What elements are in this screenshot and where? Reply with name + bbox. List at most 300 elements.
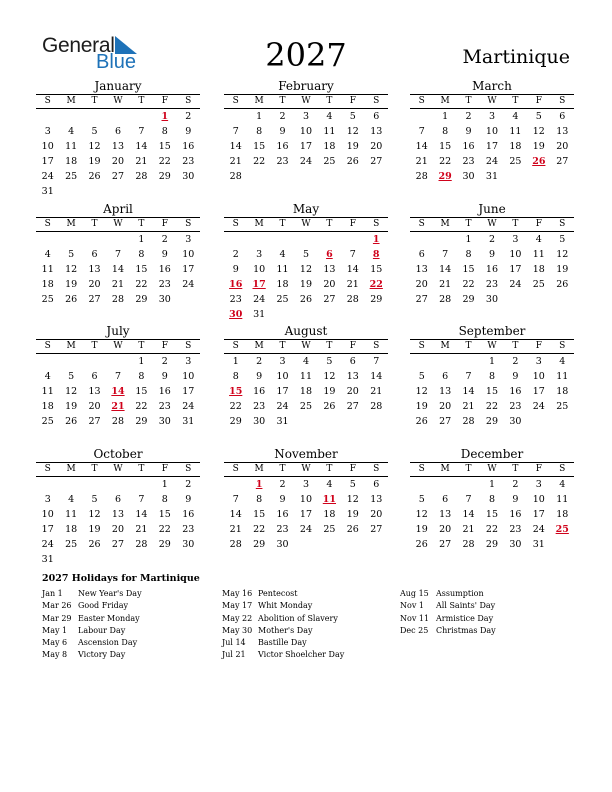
weekday-label: S — [559, 96, 566, 106]
holiday-name: Victory Day — [78, 650, 126, 660]
day-cell: 29 — [135, 294, 148, 305]
weekday-label: W — [487, 96, 497, 106]
weekday-header — [36, 94, 200, 109]
day-cell: 2 — [161, 356, 168, 367]
weekday-label: M — [66, 341, 76, 351]
day-grid — [36, 232, 200, 307]
day-cell: 22 — [158, 524, 171, 535]
day-cell: 2 — [279, 479, 286, 490]
weekday-label: S — [559, 219, 566, 229]
holiday-name: Bastille Day — [258, 638, 307, 648]
day-cell: 8 — [488, 494, 495, 505]
weekday-label: F — [349, 464, 356, 474]
weekday-label: M — [254, 341, 264, 351]
holiday-name: Armistice Day — [436, 613, 494, 623]
day-cell: 29 — [158, 171, 171, 182]
day-cell: 27 — [439, 539, 452, 550]
day-cell: 18 — [65, 156, 78, 167]
holiday-column — [400, 588, 590, 637]
weekday-header — [410, 462, 574, 477]
day-cell: 18 — [323, 141, 336, 152]
weekday-label: S — [185, 341, 192, 351]
day-empty — [433, 354, 456, 369]
holiday-item — [42, 637, 232, 649]
day-cell: 22 — [229, 401, 242, 412]
day-cell: 9 — [161, 249, 168, 260]
day-cell: 11 — [556, 371, 569, 382]
day-cell: 7 — [138, 494, 145, 505]
day-empty — [83, 109, 106, 124]
weekday-label: F — [161, 96, 168, 106]
day-cell: 23 — [182, 156, 195, 167]
day-cell: 20 — [346, 386, 359, 397]
weekday-label: T — [326, 96, 333, 106]
day-cell: 24 — [182, 401, 195, 412]
holiday-item — [42, 625, 232, 637]
day-cell: 14 — [135, 509, 148, 520]
day-cell: 2 — [161, 234, 168, 245]
month-november — [224, 447, 388, 552]
day-cell: 20 — [370, 509, 383, 520]
day-cell: 13 — [346, 371, 359, 382]
holiday-name: Assumption — [436, 589, 484, 598]
day-cell: 12 — [299, 264, 313, 275]
day-cell: 10 — [509, 249, 522, 260]
day-cell: 25 — [323, 156, 336, 167]
day-cell: 23 — [485, 279, 499, 290]
day-cell: 8 — [161, 126, 168, 137]
day-cell: 10 — [276, 371, 289, 382]
day-cell: 21 — [439, 279, 452, 290]
day-cell: 15 — [253, 509, 266, 520]
day-cell: 26 — [346, 524, 359, 535]
day-cell: 20 — [370, 141, 383, 152]
holiday-name: Mother's Day — [258, 625, 313, 635]
day-cell: 21 — [111, 279, 125, 290]
day-cell: 23 — [182, 524, 195, 535]
day-cell: 5 — [91, 126, 98, 137]
weekday-label: S — [44, 464, 51, 474]
day-cell: 15 — [485, 509, 499, 520]
day-cell: 7 — [465, 371, 472, 382]
day-cell: 13 — [415, 264, 428, 275]
weekday-label: W — [487, 219, 497, 229]
day-cell: 20 — [111, 524, 125, 535]
day-cell: 8 — [138, 371, 145, 382]
weekday-header — [224, 339, 388, 354]
logo-text-general: General — [42, 34, 115, 57]
day-cell: 27 — [88, 416, 101, 427]
day-cell: 7 — [349, 249, 356, 260]
day-cell: 13 — [370, 126, 383, 137]
holiday-date: Mar 26 — [42, 601, 72, 611]
month-name: November — [274, 447, 338, 461]
day-cell: 29 — [485, 416, 499, 427]
day-cell: 12 — [532, 126, 545, 137]
day-cell: 5 — [68, 371, 75, 382]
day-cell: 29 — [158, 539, 171, 550]
holiday-item — [42, 649, 232, 661]
day-cell: 4 — [279, 249, 286, 260]
day-cell: 1 — [488, 479, 495, 490]
holiday-item — [42, 600, 232, 612]
weekday-label: F — [161, 341, 168, 351]
day-cell: 29 — [253, 539, 266, 550]
day-cell: 6 — [373, 111, 380, 122]
day-cell: 31 — [485, 171, 499, 182]
day-cell: 17 — [182, 386, 195, 397]
holiday-name: Good Friday — [78, 601, 129, 611]
day-cell: 3 — [535, 356, 542, 367]
day-cell: 18 — [556, 386, 569, 397]
day-cell: 28 — [346, 294, 359, 305]
day-empty — [294, 232, 317, 247]
day-cell: 7 — [442, 249, 449, 260]
day-empty — [341, 232, 364, 247]
day-cell-holiday: 1 — [255, 479, 263, 490]
day-empty — [83, 354, 106, 369]
day-cell: 5 — [418, 494, 425, 505]
day-cell: 1 — [138, 356, 145, 367]
weekday-label: T — [91, 464, 98, 474]
day-cell: 6 — [559, 111, 566, 122]
day-empty — [59, 232, 82, 247]
weekday-header — [224, 94, 388, 109]
day-cell: 5 — [349, 479, 356, 490]
month-name: February — [278, 79, 334, 93]
day-cell: 27 — [556, 156, 569, 167]
holiday-name: Christmas Day — [436, 625, 496, 635]
day-cell: 2 — [512, 479, 519, 490]
day-empty — [59, 109, 82, 124]
day-cell: 17 — [485, 141, 499, 152]
day-cell: 18 — [41, 279, 54, 290]
month-name: October — [93, 447, 143, 461]
month-september — [410, 324, 574, 429]
day-cell: 9 — [161, 371, 168, 382]
weekday-label: T — [326, 341, 333, 351]
day-cell: 7 — [418, 126, 425, 137]
day-cell: 11 — [323, 126, 336, 137]
day-cell: 25 — [41, 294, 54, 305]
weekday-label: S — [185, 96, 192, 106]
day-cell: 28 — [415, 171, 428, 182]
holiday-date: May 6 — [42, 638, 68, 648]
day-cell: 16 — [509, 386, 522, 397]
day-empty — [130, 477, 153, 492]
day-cell: 12 — [323, 371, 336, 382]
weekday-label: W — [113, 96, 123, 106]
day-cell: 2 — [256, 356, 263, 367]
day-cell: 24 — [509, 279, 522, 290]
day-cell: 19 — [415, 524, 428, 535]
day-cell: 19 — [532, 141, 545, 152]
day-cell: 25 — [65, 171, 78, 182]
day-cell: 24 — [41, 539, 54, 550]
day-cell: 20 — [439, 401, 452, 412]
day-cell-holiday: 17 — [252, 279, 266, 290]
day-cell: 19 — [88, 524, 101, 535]
day-empty — [36, 477, 59, 492]
day-cell: 24 — [299, 156, 313, 167]
day-cell: 27 — [415, 294, 428, 305]
day-cell: 14 — [370, 371, 383, 382]
day-cell: 22 — [485, 401, 499, 412]
weekday-label: S — [44, 219, 51, 229]
day-cell: 7 — [114, 371, 121, 382]
day-cell: 24 — [182, 279, 195, 290]
day-cell: 4 — [535, 234, 542, 245]
day-empty — [271, 232, 294, 247]
weekday-label: T — [465, 219, 472, 229]
day-cell: 21 — [462, 524, 475, 535]
holiday-name: Victor Shoelcher Day — [258, 650, 345, 660]
weekday-label: W — [301, 341, 311, 351]
day-cell: 9 — [512, 494, 519, 505]
holiday-date: Jul 14 — [222, 638, 246, 648]
day-cell: 28 — [111, 416, 125, 427]
day-cell: 2 — [232, 249, 239, 260]
day-cell-holiday: 21 — [111, 401, 125, 412]
day-empty — [36, 354, 59, 369]
day-cell: 9 — [279, 126, 286, 137]
day-cell: 28 — [229, 171, 242, 182]
day-cell: 3 — [279, 356, 286, 367]
day-cell-holiday: 6 — [326, 249, 333, 260]
weekday-label: T — [91, 96, 98, 106]
day-empty — [410, 477, 433, 492]
day-cell: 23 — [509, 401, 522, 412]
day-cell: 9 — [232, 264, 239, 275]
day-cell: 25 — [556, 401, 569, 412]
day-cell: 12 — [88, 509, 101, 520]
weekday-label: T — [91, 219, 98, 229]
day-empty — [410, 109, 433, 124]
day-cell: 11 — [41, 264, 54, 275]
day-cell: 28 — [439, 294, 452, 305]
day-cell: 1 — [138, 234, 145, 245]
weekday-label: W — [301, 464, 311, 474]
day-cell: 12 — [346, 494, 359, 505]
day-cell: 21 — [462, 401, 475, 412]
holiday-name: Abolition of Slavery — [258, 613, 338, 623]
day-cell: 3 — [185, 234, 192, 245]
day-grid — [224, 109, 388, 184]
day-cell: 29 — [370, 294, 383, 305]
day-cell: 26 — [415, 539, 428, 550]
day-cell: 9 — [256, 371, 263, 382]
day-cell: 28 — [370, 401, 383, 412]
day-empty — [410, 354, 433, 369]
day-cell: 9 — [279, 494, 286, 505]
holiday-column — [222, 588, 412, 662]
day-empty — [106, 477, 129, 492]
day-empty — [106, 232, 129, 247]
day-empty — [247, 232, 270, 247]
day-cell: 12 — [556, 249, 569, 260]
day-cell: 3 — [302, 111, 309, 122]
weekday-label: S — [373, 219, 380, 229]
day-cell: 1 — [161, 479, 168, 490]
day-cell: 30 — [158, 294, 171, 305]
day-cell: 1 — [256, 111, 263, 122]
day-cell: 28 — [229, 539, 242, 550]
weekday-label: S — [373, 96, 380, 106]
day-cell-holiday: 16 — [229, 279, 243, 290]
day-cell: 16 — [158, 386, 171, 397]
day-grid — [224, 232, 388, 322]
day-cell: 26 — [323, 401, 336, 412]
day-cell: 24 — [276, 401, 289, 412]
weekday-label: T — [465, 96, 472, 106]
day-cell: 3 — [488, 111, 495, 122]
day-cell: 14 — [111, 264, 125, 275]
weekday-label: T — [138, 341, 145, 351]
day-cell: 4 — [326, 479, 333, 490]
day-cell: 8 — [161, 494, 168, 505]
day-cell: 9 — [512, 371, 519, 382]
month-january — [36, 79, 200, 199]
day-cell: 9 — [185, 494, 192, 505]
calendar-header — [0, 0, 612, 80]
day-cell: 11 — [65, 141, 78, 152]
holiday-date: May 17 — [222, 601, 253, 611]
holiday-date: Jan 1 — [42, 589, 63, 598]
day-cell: 29 — [135, 416, 148, 427]
day-cell: 4 — [302, 356, 309, 367]
weekday-label: T — [512, 341, 519, 351]
day-cell: 24 — [485, 156, 499, 167]
day-cell: 19 — [65, 401, 78, 412]
weekday-label: W — [301, 96, 311, 106]
day-cell-holiday: 1 — [161, 111, 169, 122]
day-empty — [36, 232, 59, 247]
day-cell: 25 — [509, 156, 522, 167]
day-cell: 13 — [88, 386, 101, 397]
day-cell: 29 — [229, 416, 242, 427]
day-cell: 19 — [299, 279, 313, 290]
weekday-label: S — [185, 219, 192, 229]
day-cell: 18 — [323, 509, 336, 520]
day-cell: 23 — [509, 524, 522, 535]
day-cell: 4 — [326, 111, 333, 122]
day-cell-holiday: 25 — [555, 524, 569, 535]
day-empty — [433, 232, 456, 247]
day-cell: 21 — [415, 156, 428, 167]
day-cell: 18 — [65, 524, 78, 535]
day-cell: 7 — [138, 126, 145, 137]
day-cell: 20 — [88, 279, 101, 290]
day-cell: 14 — [229, 141, 242, 152]
weekday-label: F — [535, 464, 542, 474]
day-empty — [457, 354, 480, 369]
holiday-name: Labour Day — [78, 625, 126, 635]
day-cell: 28 — [462, 416, 475, 427]
day-cell: 28 — [462, 539, 475, 550]
day-cell: 10 — [485, 126, 499, 137]
month-april — [36, 202, 200, 307]
day-cell: 25 — [323, 524, 336, 535]
weekday-header — [36, 217, 200, 232]
day-cell: 10 — [182, 371, 195, 382]
day-grid — [224, 354, 388, 429]
day-cell: 30 — [182, 171, 195, 182]
holiday-item — [222, 588, 412, 600]
holiday-date: Nov 11 — [400, 613, 430, 623]
day-cell: 17 — [41, 156, 54, 167]
day-cell: 5 — [535, 111, 542, 122]
weekday-label: S — [232, 464, 239, 474]
holiday-item — [222, 613, 412, 625]
weekday-label: F — [349, 219, 356, 229]
day-cell: 9 — [185, 126, 192, 137]
weekday-label: S — [232, 96, 239, 106]
day-cell: 31 — [276, 416, 289, 427]
day-cell: 16 — [509, 509, 522, 520]
month-name: December — [460, 447, 524, 461]
day-cell: 30 — [485, 294, 499, 305]
day-cell: 15 — [158, 509, 171, 520]
weekday-label: S — [418, 96, 425, 106]
day-cell: 25 — [299, 401, 313, 412]
day-cell: 6 — [349, 356, 356, 367]
day-empty — [106, 109, 129, 124]
day-cell: 8 — [256, 126, 263, 137]
day-cell: 22 — [485, 524, 499, 535]
day-cell: 18 — [299, 386, 313, 397]
day-cell: 20 — [323, 279, 336, 290]
day-cell: 6 — [114, 494, 121, 505]
day-cell: 20 — [556, 141, 569, 152]
day-cell: 10 — [299, 126, 313, 137]
day-cell: 11 — [65, 509, 78, 520]
day-cell: 22 — [462, 279, 475, 290]
day-cell: 1 — [442, 111, 449, 122]
day-cell: 4 — [44, 371, 51, 382]
day-grid — [410, 354, 574, 429]
day-cell: 15 — [439, 141, 452, 152]
day-cell: 17 — [182, 264, 195, 275]
day-empty — [410, 232, 433, 247]
weekday-label: F — [349, 341, 356, 351]
day-cell: 12 — [415, 386, 428, 397]
day-grid — [224, 477, 388, 552]
day-cell: 18 — [532, 264, 545, 275]
day-cell: 30 — [253, 416, 266, 427]
day-cell: 10 — [182, 249, 195, 260]
holiday-date: May 30 — [222, 625, 253, 635]
day-cell: 1 — [488, 356, 495, 367]
day-cell: 22 — [253, 524, 266, 535]
weekday-label: S — [559, 464, 566, 474]
day-cell: 14 — [135, 141, 148, 152]
day-cell: 30 — [462, 171, 475, 182]
day-cell: 19 — [556, 264, 569, 275]
day-cell: 20 — [88, 401, 101, 412]
day-cell: 28 — [135, 539, 148, 550]
day-empty — [106, 354, 129, 369]
weekday-label: W — [113, 464, 123, 474]
day-cell: 9 — [465, 126, 472, 137]
holiday-date: Nov 1 — [400, 601, 424, 611]
country-name: Martinique — [462, 46, 570, 68]
day-cell: 3 — [185, 356, 192, 367]
day-cell: 12 — [88, 141, 101, 152]
day-cell: 3 — [44, 494, 51, 505]
month-july — [36, 324, 200, 429]
weekday-header — [410, 339, 574, 354]
day-empty — [457, 477, 480, 492]
